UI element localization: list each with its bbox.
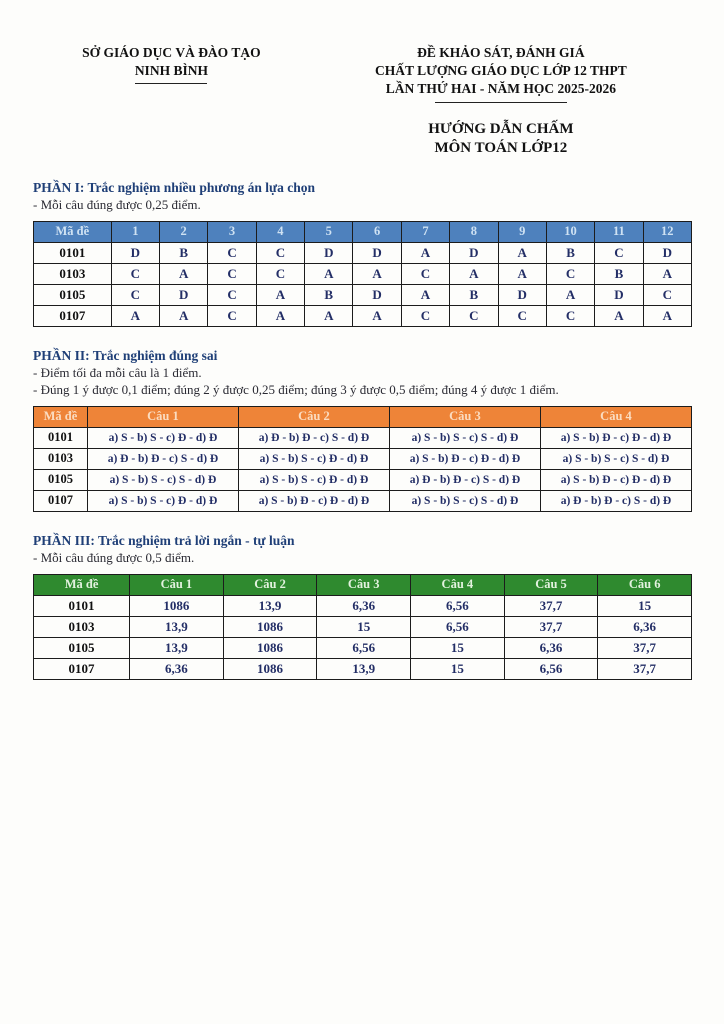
- column-header: 2: [160, 221, 208, 242]
- answer-cell: 37,7: [598, 637, 692, 658]
- answer-cell: a) S - b) Đ - c) Đ - d) Đ: [540, 469, 691, 490]
- exam-code-cell: 0105: [34, 284, 112, 305]
- answer-cell: B: [595, 263, 643, 284]
- answer-cell: D: [353, 242, 401, 263]
- answer-cell: a) S - b) S - c) Đ - d) Đ: [87, 427, 238, 448]
- answer-cell: a) S - b) S - c) S - d) Đ: [540, 448, 691, 469]
- answer-cell: a) Đ - b) Đ - c) S - d) Đ: [540, 490, 691, 511]
- answer-cell: D: [450, 242, 498, 263]
- document-header: [33, 44, 692, 159]
- exam-title-block: [310, 44, 692, 159]
- column-header: 5: [305, 221, 353, 242]
- answer-cell: A: [256, 284, 304, 305]
- answer-cell: A: [643, 305, 691, 326]
- answer-cell: 6,56: [317, 637, 411, 658]
- answer-cell: 1086: [223, 616, 317, 637]
- answer-cell: A: [546, 284, 594, 305]
- part2-title: PHẦN II: Trắc nghiệm đúng sai: [33, 347, 218, 363]
- column-header: Câu 3: [389, 406, 540, 427]
- answer-cell: A: [305, 305, 353, 326]
- answer-cell: A: [160, 263, 208, 284]
- table-row: [34, 242, 692, 263]
- answer-cell: 6,36: [598, 616, 692, 637]
- answer-cell: D: [595, 284, 643, 305]
- exam-code-cell: 0103: [34, 616, 130, 637]
- column-header: Câu 4: [411, 574, 505, 595]
- answer-cell: 15: [317, 616, 411, 637]
- table-row: [34, 263, 692, 284]
- answer-cell: C: [256, 263, 304, 284]
- column-header: Câu 3: [317, 574, 411, 595]
- answer-cell: D: [160, 284, 208, 305]
- exam-code-cell: 0103: [34, 263, 112, 284]
- doc-title-line2: MÔN TOÁN LỚP12: [434, 140, 568, 157]
- answer-cell: D: [353, 284, 401, 305]
- column-header: Câu 6: [598, 574, 692, 595]
- answer-cell: A: [401, 242, 449, 263]
- answer-cell: 6,56: [411, 595, 505, 616]
- answer-cell: A: [305, 263, 353, 284]
- answer-cell: a) S - b) S - c) Đ - d) Đ: [87, 490, 238, 511]
- answer-cell: 13,9: [130, 637, 224, 658]
- table-header-row: [34, 406, 692, 427]
- column-header: Mã đề: [34, 574, 130, 595]
- answer-cell: C: [208, 242, 256, 263]
- answer-cell: C: [498, 305, 546, 326]
- answer-cell: C: [208, 263, 256, 284]
- exam-code-cell: 0107: [34, 658, 130, 679]
- column-header: 11: [595, 221, 643, 242]
- answer-cell: 37,7: [504, 595, 598, 616]
- answer-cell: 6,36: [504, 637, 598, 658]
- answer-cell: C: [208, 305, 256, 326]
- column-header: Câu 4: [540, 406, 691, 427]
- column-header: 4: [256, 221, 304, 242]
- answer-cell: D: [498, 284, 546, 305]
- answer-cell: a) S - b) S - c) S - d) Đ: [389, 490, 540, 511]
- answer-cell: 6,36: [130, 658, 224, 679]
- divider: [435, 102, 567, 103]
- answer-cell: C: [256, 242, 304, 263]
- answer-cell: C: [595, 242, 643, 263]
- column-header: 8: [450, 221, 498, 242]
- answer-cell: a) S - b) S - c) Đ - d) Đ: [238, 469, 389, 490]
- answer-cell: C: [111, 284, 159, 305]
- answer-cell: B: [160, 242, 208, 263]
- answer-cell: 13,9: [223, 595, 317, 616]
- part3-answer-table: [33, 574, 692, 680]
- answer-cell: 37,7: [504, 616, 598, 637]
- column-header: Câu 1: [87, 406, 238, 427]
- answer-cell: B: [450, 284, 498, 305]
- column-header: Câu 2: [223, 574, 317, 595]
- authority-province: NINH BÌNH: [134, 63, 208, 79]
- exam-code-cell: 0101: [34, 595, 130, 616]
- column-header: Mã đề: [34, 406, 88, 427]
- answer-cell: a) Đ - b) Đ - c) S - d) Đ: [389, 469, 540, 490]
- answer-cell: A: [256, 305, 304, 326]
- answer-cell: a) Đ - b) Đ - c) S - d) Đ: [238, 427, 389, 448]
- answer-cell: C: [450, 305, 498, 326]
- exam-title-line2: CHẤT LƯỢNG GIÁO DỤC LỚP 12 THPT: [374, 63, 627, 79]
- answer-cell: B: [305, 284, 353, 305]
- answer-cell: D: [111, 242, 159, 263]
- section-part1: [33, 180, 692, 327]
- answer-cell: D: [305, 242, 353, 263]
- exam-code-cell: 0101: [34, 242, 112, 263]
- column-header: 1: [111, 221, 159, 242]
- exam-code-cell: 0103: [34, 448, 88, 469]
- answer-cell: 6,36: [317, 595, 411, 616]
- answer-cell: a) S - b) S - c) Đ - d) Đ: [238, 448, 389, 469]
- answer-cell: a) S - b) S - c) S - d) Đ: [87, 469, 238, 490]
- section-part2: [33, 348, 692, 512]
- exam-code-cell: 0107: [34, 490, 88, 511]
- issuing-authority-block: [33, 44, 310, 159]
- table-row: [34, 305, 692, 326]
- column-header: 10: [546, 221, 594, 242]
- column-header: 12: [643, 221, 691, 242]
- answer-cell: B: [546, 242, 594, 263]
- answer-cell: C: [111, 263, 159, 284]
- answer-cell: A: [450, 263, 498, 284]
- answer-cell: C: [401, 263, 449, 284]
- answer-cell: A: [595, 305, 643, 326]
- part2-note-1: - Điểm tối đa mỗi câu là 1 điểm.: [33, 364, 202, 380]
- part1-note: - Mỗi câu đúng được 0,25 điểm.: [33, 196, 201, 212]
- answer-cell: A: [498, 242, 546, 263]
- column-header: 3: [208, 221, 256, 242]
- answer-cell: C: [208, 284, 256, 305]
- answer-cell: A: [498, 263, 546, 284]
- part1-answer-table: [33, 221, 692, 327]
- exam-code-cell: 0107: [34, 305, 112, 326]
- answer-cell: D: [643, 242, 691, 263]
- table-header-row: [34, 574, 692, 595]
- answer-cell: 1086: [130, 595, 224, 616]
- part1-title: PHẦN I: Trắc nghiệm nhiều phương án lựa chọn: [33, 179, 315, 195]
- table-row: [34, 448, 692, 469]
- answer-cell: 15: [598, 595, 692, 616]
- part2-answer-table: [33, 406, 692, 512]
- answer-cell: 1086: [223, 658, 317, 679]
- answer-cell: 15: [411, 637, 505, 658]
- table-row: [34, 637, 692, 658]
- answer-cell: 37,7: [598, 658, 692, 679]
- exam-code-cell: 0105: [34, 637, 130, 658]
- table-row: [34, 469, 692, 490]
- exam-code-cell: 0105: [34, 469, 88, 490]
- answer-cell: 15: [411, 658, 505, 679]
- doc-title-line1: HƯỚNG DẪN CHẤM: [428, 120, 574, 137]
- exam-code-cell: 0101: [34, 427, 88, 448]
- exam-title-line3: LẦN THỨ HAI - NĂM HỌC 2025-2026: [385, 81, 616, 97]
- exam-title-line1: ĐỀ KHẢO SÁT, ĐÁNH GIÁ: [417, 45, 585, 60]
- answer-cell: A: [401, 284, 449, 305]
- column-header: Câu 2: [238, 406, 389, 427]
- section-part3: [33, 533, 692, 680]
- table-row: [34, 284, 692, 305]
- answer-cell: C: [546, 305, 594, 326]
- answer-cell: A: [353, 305, 401, 326]
- table-row: [34, 616, 692, 637]
- answer-cell: a) S - b) Đ - c) Đ - d) Đ: [389, 448, 540, 469]
- answer-cell: 6,56: [411, 616, 505, 637]
- doc-title-block: [310, 120, 692, 159]
- column-header: Câu 1: [130, 574, 224, 595]
- answer-cell: A: [353, 263, 401, 284]
- table-row: [34, 490, 692, 511]
- column-header: 6: [353, 221, 401, 242]
- answer-cell: A: [111, 305, 159, 326]
- answer-cell: a) S - b) Đ - c) Đ - d) Đ: [238, 490, 389, 511]
- column-header: Câu 5: [504, 574, 598, 595]
- answer-cell: 13,9: [130, 616, 224, 637]
- answer-cell: a) S - b) Đ - c) Đ - d) Đ: [540, 427, 691, 448]
- part2-note-2: - Đúng 1 ý được 0,1 điểm; đúng 2 ý được 0,25 điểm; đúng 3 ý được 0,5 điểm; đúng 4 ý được 1 điểm.: [33, 381, 559, 397]
- column-header: Mã đề: [34, 221, 112, 242]
- answer-cell: C: [401, 305, 449, 326]
- answer-cell: 1086: [223, 637, 317, 658]
- part3-note: - Mỗi câu đúng được 0,5 điểm.: [33, 549, 195, 565]
- authority-name: SỞ GIÁO DỤC VÀ ĐÀO TẠO: [82, 45, 261, 60]
- answer-cell: A: [160, 305, 208, 326]
- table-row: [34, 658, 692, 679]
- answer-cell: C: [643, 284, 691, 305]
- column-header: 7: [401, 221, 449, 242]
- answer-cell: 6,56: [504, 658, 598, 679]
- column-header: 9: [498, 221, 546, 242]
- table-row: [34, 595, 692, 616]
- table-header-row: [34, 221, 692, 242]
- answer-cell: a) S - b) S - c) S - d) Đ: [389, 427, 540, 448]
- answer-cell: 13,9: [317, 658, 411, 679]
- answer-cell: A: [643, 263, 691, 284]
- answer-cell: C: [546, 263, 594, 284]
- divider: [135, 83, 207, 84]
- answer-cell: a) Đ - b) Đ - c) S - d) Đ: [87, 448, 238, 469]
- part3-title: PHẦN III: Trắc nghiệm trả lời ngắn - tự luận: [33, 532, 295, 548]
- table-row: [34, 427, 692, 448]
